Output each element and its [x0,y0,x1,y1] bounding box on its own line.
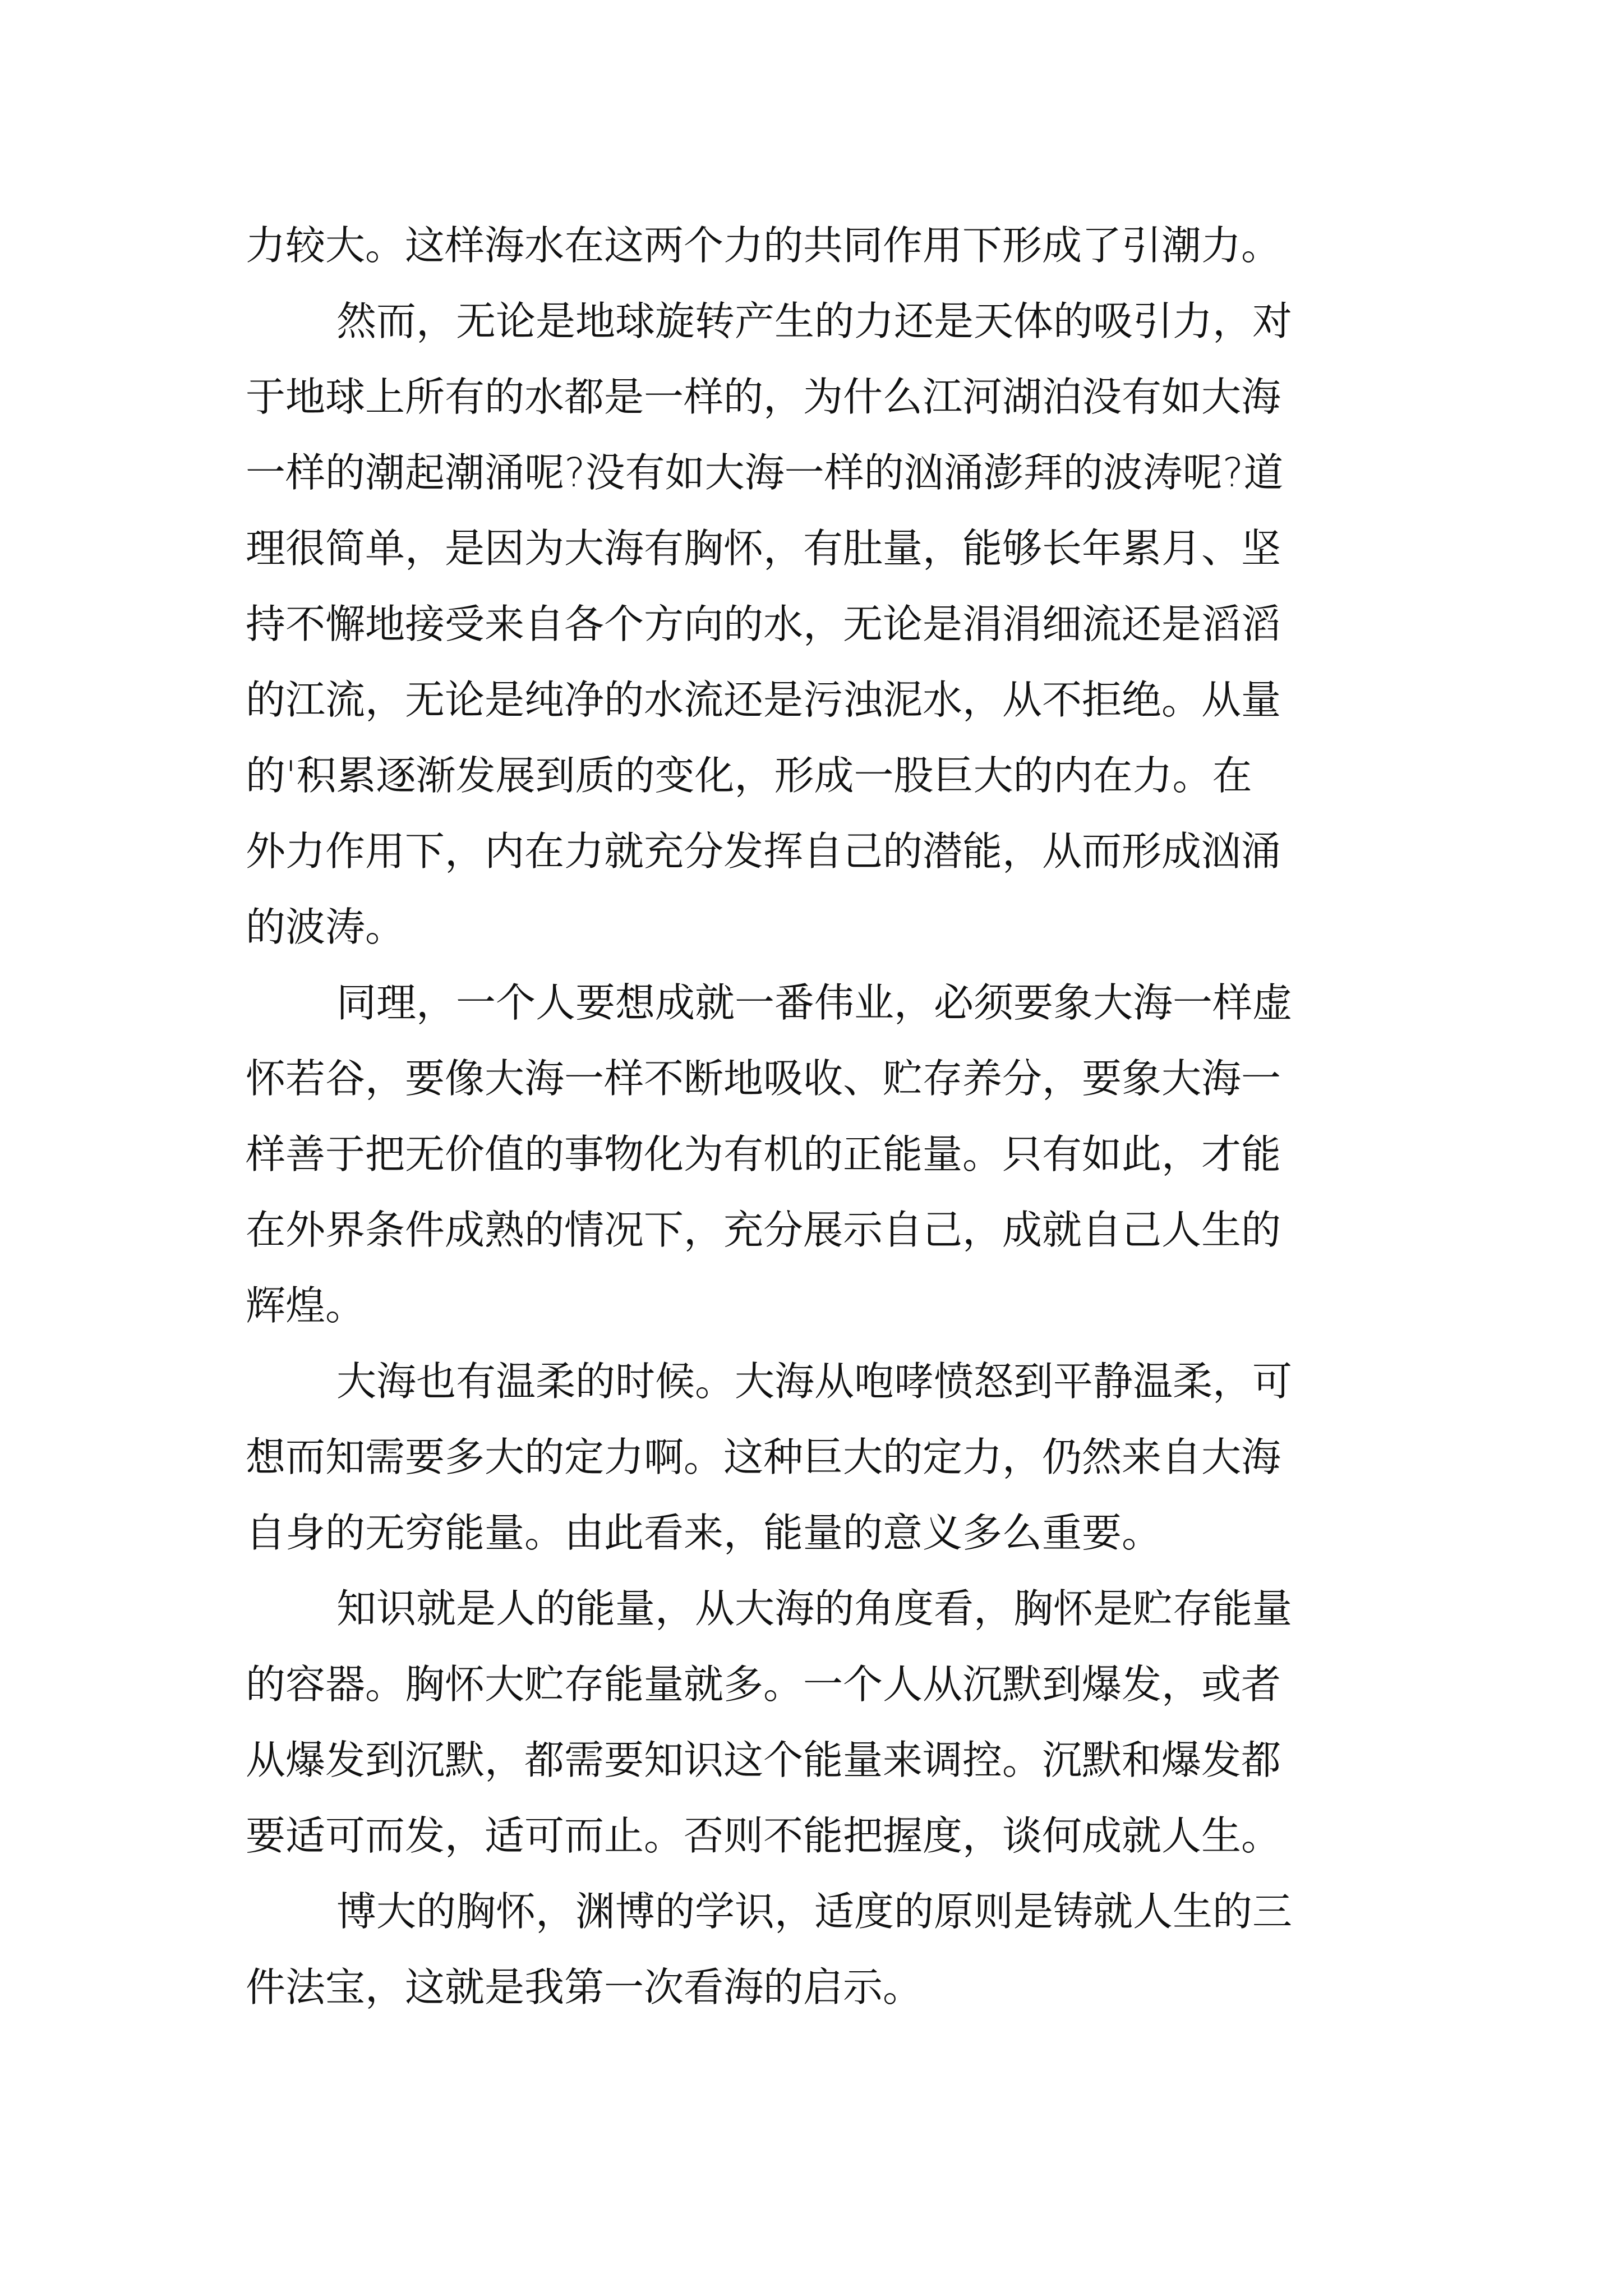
text-line: 想而知需要多大的定力啊。这种巨大的定力，仍然来自大海 [246,1434,1281,1480]
text-line: 博大的胸怀，渊博的学识，适度的原则是铸就人生的三 [336,1888,1293,1935]
text-line: 于地球上所有的水都是一样的，为什么江河湖泊没有如大海 [246,374,1281,420]
text-line: 的'积累逐渐发展到质的变化，形成一股巨大的内在力。在 [246,752,1252,799]
text-line: 大海也有温柔的时候。大海从咆哮愤怒到平静温柔，可 [336,1358,1293,1405]
text-line: 从爆发到沉默，都需要知识这个能量来调控。沉默和爆发都 [246,1737,1281,1783]
text-line: 一样的潮起潮涌呢?没有如大海一样的汹涌澎拜的波涛呢?道 [246,449,1284,496]
text-line: 的波涛。 [246,904,405,950]
text-line: 怀若谷，要像大海一样不断地吸收、贮存养分，要象大海一 [246,1055,1281,1102]
text-line: 然而，无论是地球旋转产生的力还是天体的吸引力，对 [336,298,1293,344]
text-line: 件法宝，这就是我第一次看海的启示。 [246,1964,923,2010]
text-line: 辉煌。 [246,1282,366,1329]
text-line: 在外界条件成熟的情况下，充分展示自己，成就自己人生的 [246,1207,1281,1253]
text-line: 力较大。这样海水在这两个力的共同作用下形成了引潮力。 [246,222,1281,269]
text-line: 外力作用下，内在力就充分发挥自己的潜能，从而形成汹涌 [246,828,1281,875]
body-text [246,208,1401,2025]
text-line: 样善于把无价值的事物化为有机的正能量。只有如此，才能 [246,1131,1281,1177]
text-line: 的容器。胸怀大贮存能量就多。一个人从沉默到爆发，或者 [246,1661,1281,1708]
text-line: 要适可而发，适可而止。否则不能把握度，谈何成就人生。 [246,1812,1281,1859]
text-line: 的江流，无论是纯净的水流还是污浊泥水，从不拒绝。从量 [246,677,1281,723]
text-line: 持不懈地接受来自各个方向的水，无论是涓涓细流还是滔滔 [246,601,1281,647]
text-line: 自身的无穷能量。由此看来，能量的意义多么重要。 [246,1510,1162,1556]
text-line: 同理，一个人要想成就一番伟业，必须要象大海一样虚 [336,979,1293,1026]
text-line: 知识就是人的能量，从大海的角度看，胸怀是贮存能量 [336,1585,1293,1632]
text-line: 理很简单，是因为大海有胸怀，有肚量，能够长年累月、坚 [246,525,1281,572]
